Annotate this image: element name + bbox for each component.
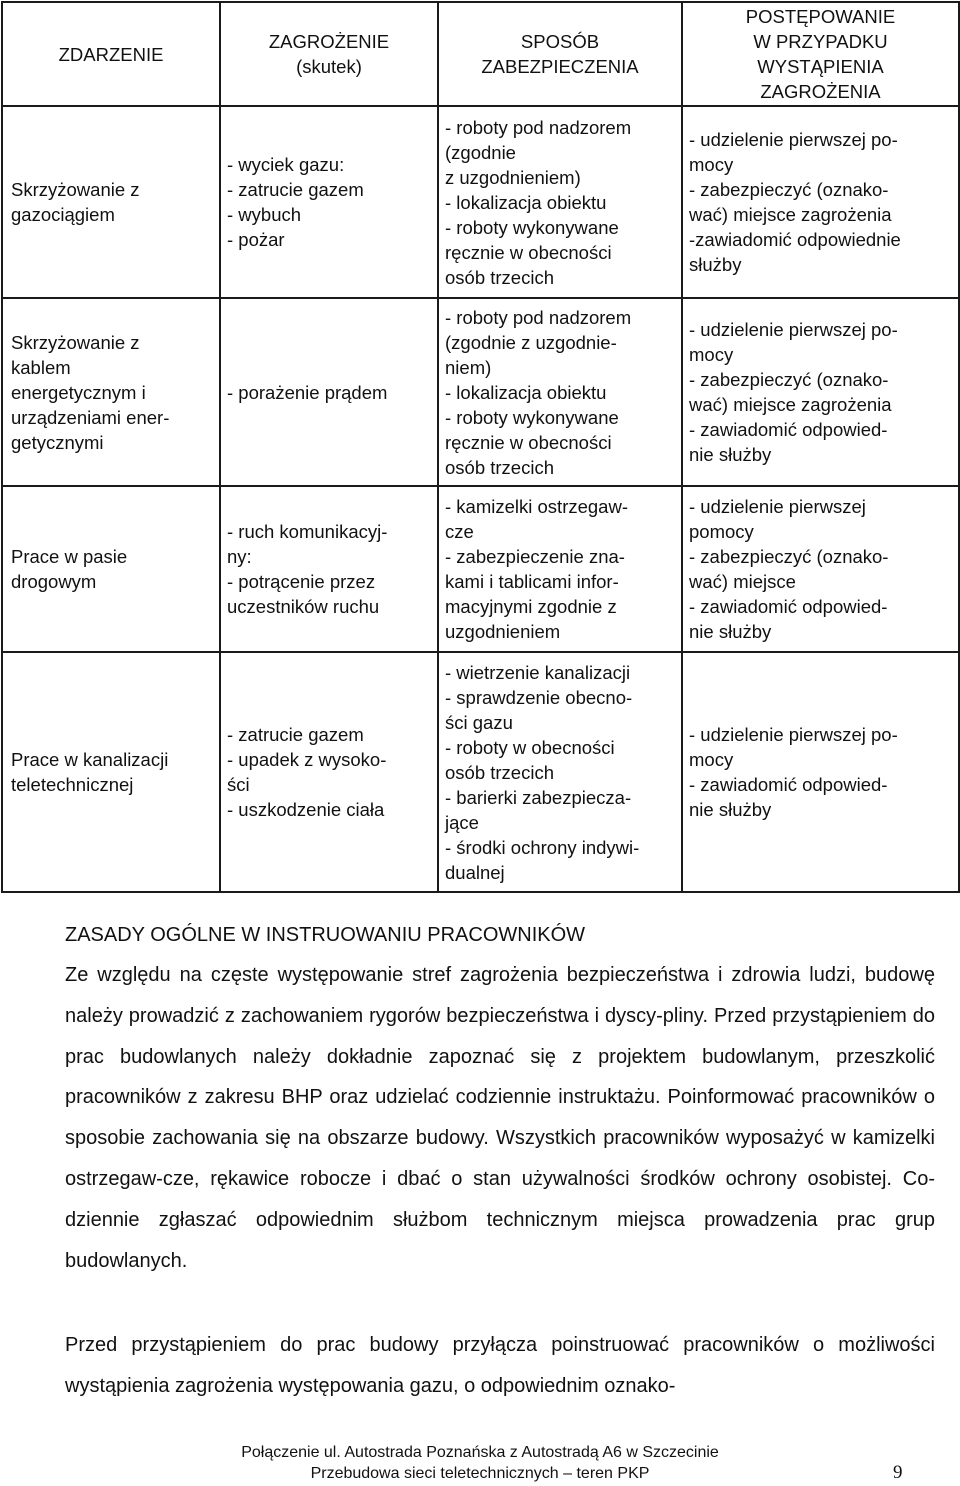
cell-procedure: - udzielenie pierwszej pomocy - zabezpieczyć (oznako- wać) miejsce - zawiadomić odpowied- nie służby: [682, 486, 959, 652]
header-event: ZDARZENIE: [2, 2, 220, 106]
footer-subtitle: Przebudowa sieci teletechnicznych – teren PKP: [310, 1465, 650, 1482]
hazard-table: [1, 1, 960, 893]
header-procedure: POSTĘPOWANIE W PRZYPADKU WYSTĄPIENIA ZAGROŻENIA: [682, 2, 959, 106]
footer-project-title: Połączenie ul. Autostrada Poznańska z Autostradą A6 w Szczecinie: [241, 1444, 719, 1461]
cell-procedure: - udzielenie pierwszej po- mocy - zabezpieczyć (oznako- wać) miejsce zagrożenia - zawiadomić odpowied- nie służby: [682, 298, 959, 486]
cell-event: Prace w kanalizacji teletechnicznej: [2, 652, 220, 892]
cell-event: Skrzyżowanie z kablem energetycznym i urządzeniami ener- getycznymi: [2, 298, 220, 486]
cell-event: Skrzyżowanie z gazociągiem: [2, 106, 220, 298]
table-header-row: [2, 2, 959, 106]
cell-hazard: - ruch komunikacyj- ny: - potrącenie przez uczestników ruchu: [220, 486, 438, 652]
table-row: [2, 298, 959, 486]
cell-event: Prace w pasie drogowym: [2, 486, 220, 652]
cell-procedure: - udzielenie pierwszej po- mocy - zawiadomić odpowied- nie służby: [682, 652, 959, 892]
cell-hazard: - wyciek gazu: - zatrucie gazem - wybuch - pożar: [220, 106, 438, 298]
header-hazard: ZAGROŻENIE (skutek): [220, 2, 438, 106]
cell-protection: - kamizelki ostrzegaw- cze - zabezpieczenie zna- kami i tablicami infor- macyjnymi zgodnie z uzgodnieniem: [438, 486, 682, 652]
cell-protection: - roboty pod nadzorem (zgodnie z uzgodnieniem) - lokalizacja obiektu - roboty wykonywane ręcznie w obecności osób trzecich: [438, 106, 682, 298]
table-row: [2, 652, 959, 892]
section-title: ZASADY OGÓLNE W INSTRUOWANIU PRACOWNIKÓW: [65, 924, 586, 946]
table-row: [2, 486, 959, 652]
header-protection: SPOSÓB ZABEZPIECZENIA: [438, 2, 682, 106]
cell-protection: - roboty pod nadzorem (zgodnie z uzgodnie- niem) - lokalizacja obiektu - roboty wykonywane ręcznie w obecności osób trzecich: [438, 298, 682, 486]
paragraph-gas-connection: Przed przystąpieniem do prac budowy przyłącza poinstruować pracowników o możliwości wystąpienia zagrożenia występowania gazu, o odpowiednim oznako-: [65, 1334, 935, 1397]
cell-hazard: - zatrucie gazem - upadek z wysoko- ści - uszkodzenie ciała: [220, 652, 438, 892]
cell-hazard: - porażenie prądem: [220, 298, 438, 486]
table-row: [2, 106, 959, 298]
page-number: 9: [893, 1462, 903, 1483]
cell-protection: - wietrzenie kanalizacji - sprawdzenie obecno- ści gazu - roboty w obecności osób trzecich - barierki zabezpiecza- jące - środki ochrony indywi- dualnej: [438, 652, 682, 892]
paragraph-general-rules: Ze względu na częste występowanie stref zagrożenia bezpieczeństwa i zdrowia ludzi, budowę należy prowadzić z zachowaniem rygorów bezpieczeństwa i dyscy-pliny. Przed przystąpieniem do prac budowlanych należy dokładnie zapoznać się z projektem budowlanym, przeszkolić pracowników z zakresu BHP oraz udzielać codziennie instruktażu. Poinformować pracowników o sposobie zachowania się na obszarze budowy. Wszystkich pracowników wyposażyć w kamizelki ostrzegaw-cze, rękawice robocze i dbać o stan używalności środków ochrony osobistej. Co-dziennie zgłaszać odpowiednim służbom technicznym miejsca prowadzenia prac grup budowlanych.: [65, 964, 935, 1272]
cell-procedure: - udzielenie pierwszej po- mocy - zabezpieczyć (oznako- wać) miejsce zagrożenia -zawiadomić odpowiednie służby: [682, 106, 959, 298]
